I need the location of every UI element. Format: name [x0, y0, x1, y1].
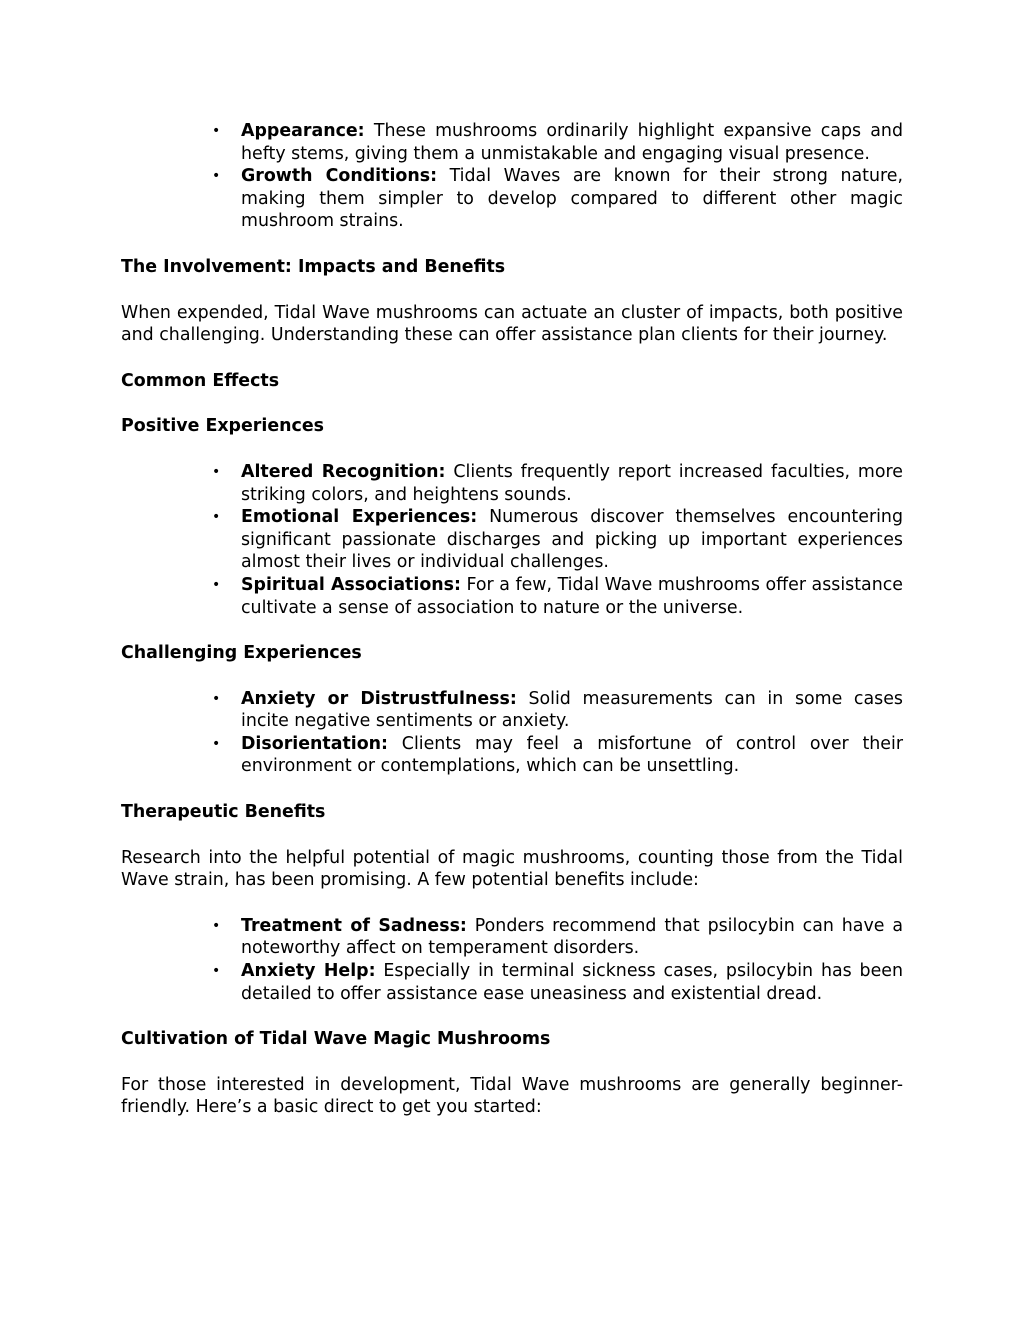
list-item: [212, 960, 903, 1005]
bullet-icon: •: [212, 123, 221, 139]
list-item-term: Altered Recognition:: [241, 461, 446, 482]
paragraph-cultivation: For those interested in development, Tidal Wave mushrooms are generally beginner-friendly. Here’s a basic direct to get you started:: [121, 1074, 903, 1118]
list-item: [212, 733, 903, 778]
bullet-list-strain-traits: [121, 120, 903, 233]
bullet-list-positive: [121, 461, 903, 619]
list-item: [212, 506, 903, 574]
bullet-icon: •: [212, 963, 221, 980]
list-item-text: Clients may feel a misfortune of control over their environment or contemplations, which can be unsettling.: [241, 733, 903, 777]
list-item-text: For a few, Tidal Wave mushrooms offer assistance cultivate a sense of association to nature or the universe.: [241, 574, 903, 618]
bullet-icon: •: [212, 576, 221, 593]
list-item-term: Treatment of Sadness:: [241, 915, 467, 936]
list-item-term: Emotional Experiences:: [241, 507, 478, 528]
list-item-text: Tidal Waves are known for their strong nature, making them simpler to develop compared to different other magic mushroom strains.: [241, 166, 904, 232]
section-heading-positive: Positive Experiences: [121, 416, 324, 437]
list-item-term: Disorientation:: [241, 733, 389, 754]
bullet-list-challenging: [121, 688, 903, 778]
list-item: [212, 915, 903, 960]
section-heading-challenging: Challenging Experiences: [121, 643, 362, 664]
list-item: [212, 688, 903, 733]
list-item: [212, 574, 903, 619]
document-page: [121, 120, 903, 1119]
list-item-text: These mushrooms ordinarily highlight expansive caps and hefty stems, giving them a unmistakable and engaging visual presence.: [241, 121, 903, 164]
list-item-text: Especially in terminal sickness cases, psilocybin has been detailed to offer assistance ease uneasiness and existential dread.: [241, 961, 903, 1004]
list-item-term: Anxiety Help:: [241, 961, 376, 982]
list-item-term: Growth Conditions:: [241, 166, 438, 187]
list-item-text: Solid measurements can in some cases incite negative sentiments or anxiety.: [241, 688, 903, 732]
list-item-text: Numerous discover themselves encountering significant passionate discharges and picking up important experiences almost their lives or individual challenges.: [241, 507, 903, 573]
list-item: [212, 120, 903, 165]
paragraph-involvement: When expended, Tidal Wave mushrooms can actuate an cluster of impacts, both positive and challenging. Understanding these can offer assistance plan clients for their journey.: [121, 302, 903, 346]
list-item-term: Appearance:: [241, 121, 365, 141]
bullet-icon: •: [212, 690, 221, 707]
list-item-term: Anxiety or Distrustfulness:: [241, 688, 517, 709]
section-heading-common-effects: Common Effects: [121, 370, 280, 391]
section-heading-cultivation: Cultivation of Tidal Wave Magic Mushrooms: [121, 1029, 551, 1050]
bullet-icon: •: [212, 917, 221, 934]
list-item-text: Clients frequently report increased faculties, more striking colors, and heightens sounds.: [241, 461, 903, 505]
list-item: [212, 165, 904, 233]
section-heading-involvement: The Involvement: Impacts and Benefits: [121, 256, 506, 277]
section-heading-therapeutic: Therapeutic Benefits: [121, 802, 326, 823]
list-item: [212, 461, 903, 506]
bullet-list-therapeutic: [121, 915, 903, 1005]
paragraph-therapeutic: Research into the helpful potential of magic mushrooms, counting those from the Tidal Wave strain, has been promising. A few potential benefits include:: [121, 847, 903, 891]
list-item-text: Ponders recommend that psilocybin can have a noteworthy affect on temperament disorders.: [241, 915, 903, 959]
list-item-term: Spiritual Associations:: [241, 574, 461, 595]
bullet-icon: •: [212, 509, 221, 526]
bullet-icon: •: [212, 463, 221, 480]
bullet-icon: •: [212, 735, 221, 752]
bullet-icon: •: [212, 168, 221, 185]
